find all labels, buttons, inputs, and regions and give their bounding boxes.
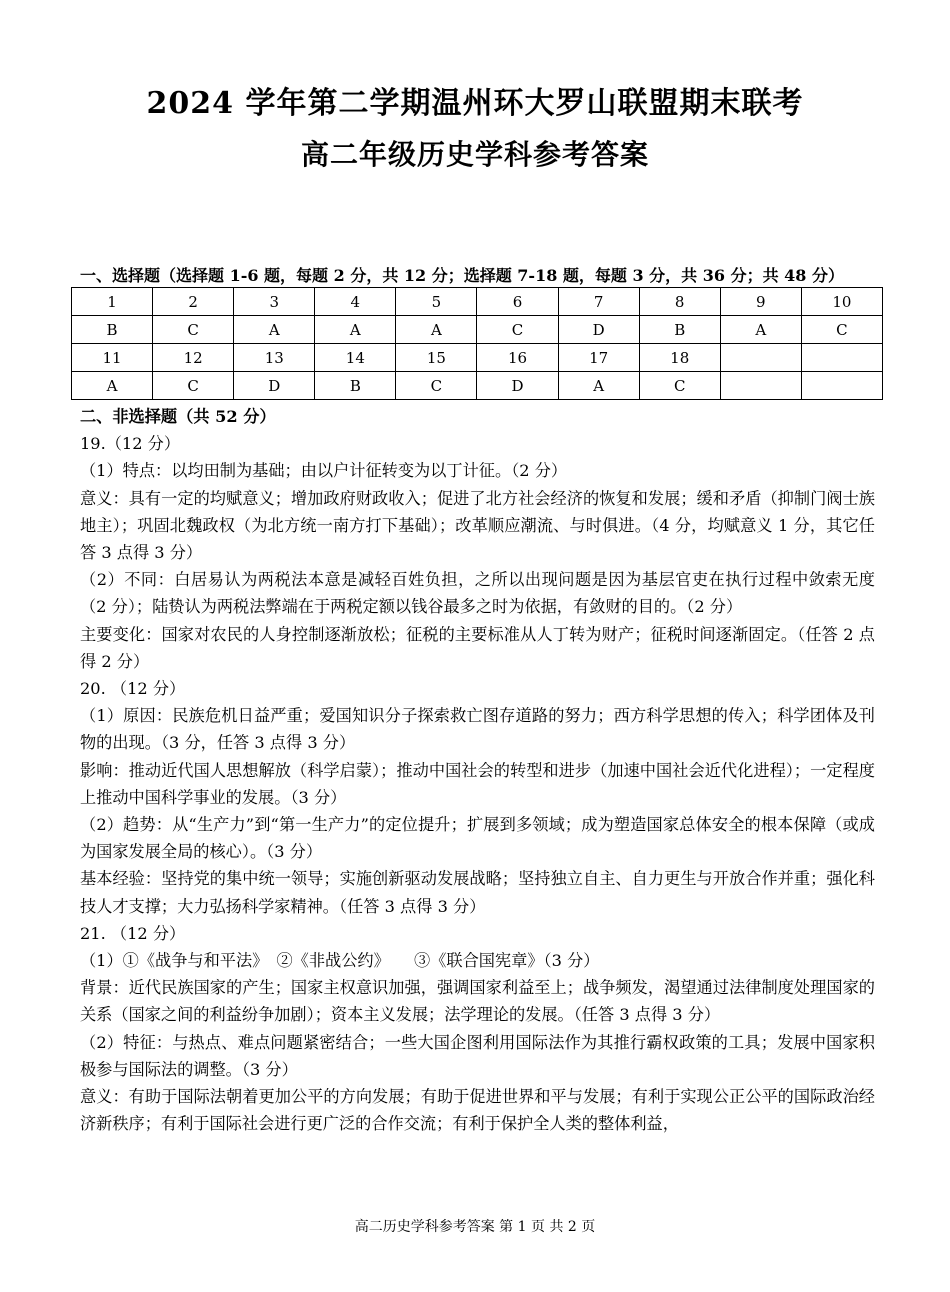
answer-paragraph: （1）原因：民族危机日益严重；爱国知识分子探索救亡图存道路的努力；西方科学思想的传入；科学团体及刊物的出现。（3 分，任答 3 点得 3 分）	[80, 706, 875, 753]
answer-row	[72, 372, 883, 400]
answer-paragraph: 意义：具有一定的均赋意义；增加政府财政收入；促进了北方社会经济的恢复和发展；缓和矛盾（抑制门阀士族地主）；巩固北魏政权（为北方统一南方打下基础）；改革顺应潮流、与时俱进。（4 分，均赋意义 1 分，其它任答 3 点得 3 分）	[80, 488, 875, 563]
answer-paragraph: 主要变化：国家对农民的人身控制逐渐放松；征税的主要标准从人丁转为财产；征税时间逐渐固定。（任答 2 点得 2 分）	[80, 624, 875, 671]
section2-heading: 二、非选择题（共 52 分）	[80, 407, 276, 426]
question-number-cell: 2	[153, 288, 234, 316]
answer-key-subtitle: 高二年级历史学科参考答案	[300, 138, 649, 171]
question-number-cell: 9	[720, 288, 801, 316]
answer-table	[71, 287, 883, 400]
answer-cell: C	[477, 316, 558, 344]
question-number-cell: 11	[72, 344, 153, 372]
question-number-cell: 3	[234, 288, 315, 316]
answer-paragraph: （1）①《战争与和平法》 ②《非战公约》 ③《联合国宪章》（3 分）	[80, 951, 600, 971]
section2-body	[80, 403, 875, 1137]
question-number-cell: 10	[801, 288, 882, 316]
question-number-cell: 5	[396, 288, 477, 316]
answer-cell: A	[396, 316, 477, 344]
answer-cell: D	[234, 372, 315, 400]
answer-paragraph: 21. （12 分）	[80, 923, 186, 943]
question-number-cell: 1	[72, 288, 153, 316]
question-number-row	[72, 344, 883, 372]
answer-paragraph: 影响：推动近代国人思想解放（科学启蒙）；推动中国社会的转型和进步（加速中国社会近代化进程）；一定程度上推动中国科学事业的发展。（3 分）	[80, 760, 875, 807]
answer-paragraph: （2）不同：白居易认为两税法本意是减轻百姓负担，之所以出现问题是因为基层官吏在执行过程中敛索无度（2 分）；陆贽认为两税法弊端在于两税定额以钱谷最多之时为依据，有敛财的目的。（2 分）	[80, 570, 875, 617]
answer-cell: D	[477, 372, 558, 400]
question-number-cell: 4	[315, 288, 396, 316]
question-number-cell: 12	[153, 344, 234, 372]
answer-cell: C	[639, 372, 720, 400]
question-number-cell: 7	[558, 288, 639, 316]
question-number-cell: 15	[396, 344, 477, 372]
answer-cell: B	[72, 316, 153, 344]
exam-title: 2024 学年第二学期温州环大罗山联盟期末联考	[146, 86, 804, 121]
answer-cell: A	[558, 372, 639, 400]
section1-heading: 一、选择题（选择题 1-6 题，每题 2 分，共 12 分；选择题 7-18 题，每题 3 分，共 36 分；共 48 分）	[80, 266, 844, 285]
answer-cell: D	[558, 316, 639, 344]
question-number-cell: 6	[477, 288, 558, 316]
question-number-row	[72, 288, 883, 316]
answer-row	[72, 316, 883, 344]
answer-cell: A	[72, 372, 153, 400]
answer-paragraph: 基本经验：坚持党的集中统一领导；实施创新驱动发展战略；坚持独立自主、自力更生与开放合作并重；强化科技人才支撑；大力弘扬科学家精神。（任答 3 点得 3 分）	[80, 869, 875, 916]
answer-paragraph: 意义：有助于国际法朝着更加公平的方向发展；有助于促进世界和平与发展；有利于实现公正公平的国际政治经济新秩序；有利于国际社会进行更广泛的合作交流；有利于保护全人类的整体利益，	[80, 1087, 875, 1134]
question-number-cell: 16	[477, 344, 558, 372]
question-number-cell: 18	[639, 344, 720, 372]
answer-cell: A	[315, 316, 396, 344]
answer-paragraph: （2）趋势：从“生产力”到“第一生产力”的定位提升；扩展到多领域；成为塑造国家总体安全的根本保障（或成为国家发展全局的核心）。（3 分）	[80, 815, 875, 862]
answer-cell: B	[315, 372, 396, 400]
answer-cell: A	[234, 316, 315, 344]
answer-cell: C	[396, 372, 477, 400]
answer-cell	[720, 372, 801, 400]
answer-cell: C	[153, 316, 234, 344]
answer-paragraph: 背景：近代民族国家的产生；国家主权意识加强，强调国家利益至上；战争频发，渴望通过法律制度处理国家的关系（国家之间的利益纷争加剧）；资本主义发展；法学理论的发展。（任答 3 点得 3 分）	[80, 978, 875, 1025]
question-number-cell	[720, 344, 801, 372]
question-number-cell: 13	[234, 344, 315, 372]
answer-paragraph: 19.（12 分）	[80, 434, 181, 454]
answer-cell: C	[801, 316, 882, 344]
question-number-cell: 17	[558, 344, 639, 372]
question-number-cell	[801, 344, 882, 372]
answer-cell	[801, 372, 882, 400]
answer-cell: C	[153, 372, 234, 400]
answer-paragraph: （1）特点：以均田制为基础；由以户计征转变为以丁计征。（2 分）	[80, 461, 568, 481]
answer-cell: A	[720, 316, 801, 344]
answer-lines	[80, 430, 875, 1137]
question-number-cell: 14	[315, 344, 396, 372]
page-footer: 高二历史学科参考答案 第 1 页 共 2 页	[354, 1219, 596, 1235]
answer-paragraph: 20. （12 分）	[80, 679, 186, 699]
answer-cell: B	[639, 316, 720, 344]
question-number-cell: 8	[639, 288, 720, 316]
answer-paragraph: （2）特征：与热点、难点问题紧密结合；一些大国企图利用国际法作为其推行霸权政策的工具；发展中国家积极参与国际法的调整。（3 分）	[80, 1032, 875, 1079]
